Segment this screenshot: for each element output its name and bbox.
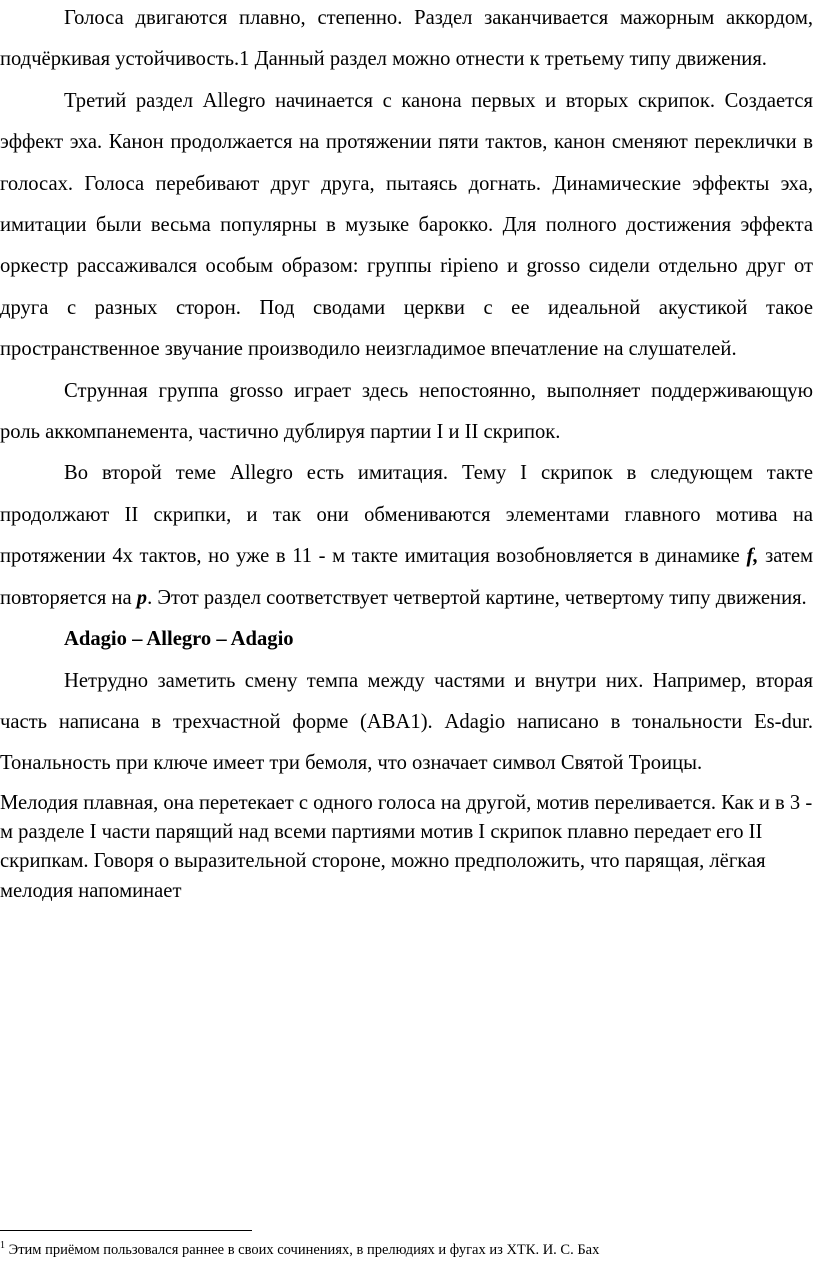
footnote <box>0 1241 800 1259</box>
paragraph-second-theme <box>0 453 813 619</box>
paragraph-movement-ending <box>0 0 813 81</box>
paragraph-text: . Этот раздел соответствует четвертой картине, четвертому типу движения. <box>147 586 807 609</box>
paragraph-text: Голоса двигаются плавно, степенно. Раздел заканчивается мажорным аккордом, подчёркивая устойчивость. <box>0 7 813 71</box>
footnote-text: Этим приёмом пользовался раннее в своих сочинениях, в прелюдиях и фугах из ХТК. И. С. Бах <box>5 1242 600 1258</box>
paragraph-melody: Мелодия плавная, она перетекает с одного голоса на другой, мотив переливается. Как и в 3 - м разделе I части парящий над всеми партиями мотив I скрипок плавно передает его II скрипкам. Говоря о выразительной стороне, можно предположить, что парящая, лёгкая мелодия напоминает <box>0 791 813 902</box>
paragraph-tempo-change: Нетрудно заметить смену темпа между частями и внутри них. Например, вторая часть написана в трехчастной форме (ABA1). Adagio написано в тональности Es-dur. Тональность при ключе имеет три бемоля, что означает символ Святой Троицы. <box>0 669 813 775</box>
footnote-reference[interactable]: 1 <box>239 48 250 71</box>
paragraph-text: Во второй теме Allegro есть имитация. Тему I скрипок в следующем такте продолжают II скрипки, и так они обмениваются элементами главного мотива на протяжении 4х тактов, но уже в 11 - м такте имитация возобновляется в динамике <box>0 462 813 568</box>
paragraph-text: Данный раздел можно отнести к третьему типу движения. <box>249 48 767 71</box>
dynamic-piano-mark: p <box>136 586 148 609</box>
paragraph-third-section: Третий раздел Allegro начинается с канона первых и вторых скрипок. Создается эффект эха. Канон продолжается на протяжении пяти тактов, канон сменяют переклички в голосах. Голоса перебивают друг друга, пытаясь догнать. Динамические эффекты эха, имитации были весьма популярны в музыке барокко. Для полного достижения эффекта оркестр рассаживался особым образом: группы ripieno и grosso сидели отдельно друг от друга с разных сторон. Под сводами церкви с ее идеальной акустикой такое пространственное звучание производило неизгладимое впечатление на слушателей. <box>0 89 813 361</box>
paragraph-string-group: Струнная группа grosso играет здесь непостоянно, выполняет поддерживающую роль аккомпанемента, частично дублируя партии I и II скрипок. <box>0 379 813 444</box>
dynamic-forte-mark: f, <box>746 545 759 568</box>
footnote-separator <box>0 1230 252 1231</box>
footnote-marker: 1 <box>0 1240 5 1252</box>
section-heading: Adagio – Allegro – Adagio <box>64 628 294 651</box>
paragraph-text: затем повторяется на <box>0 545 813 609</box>
